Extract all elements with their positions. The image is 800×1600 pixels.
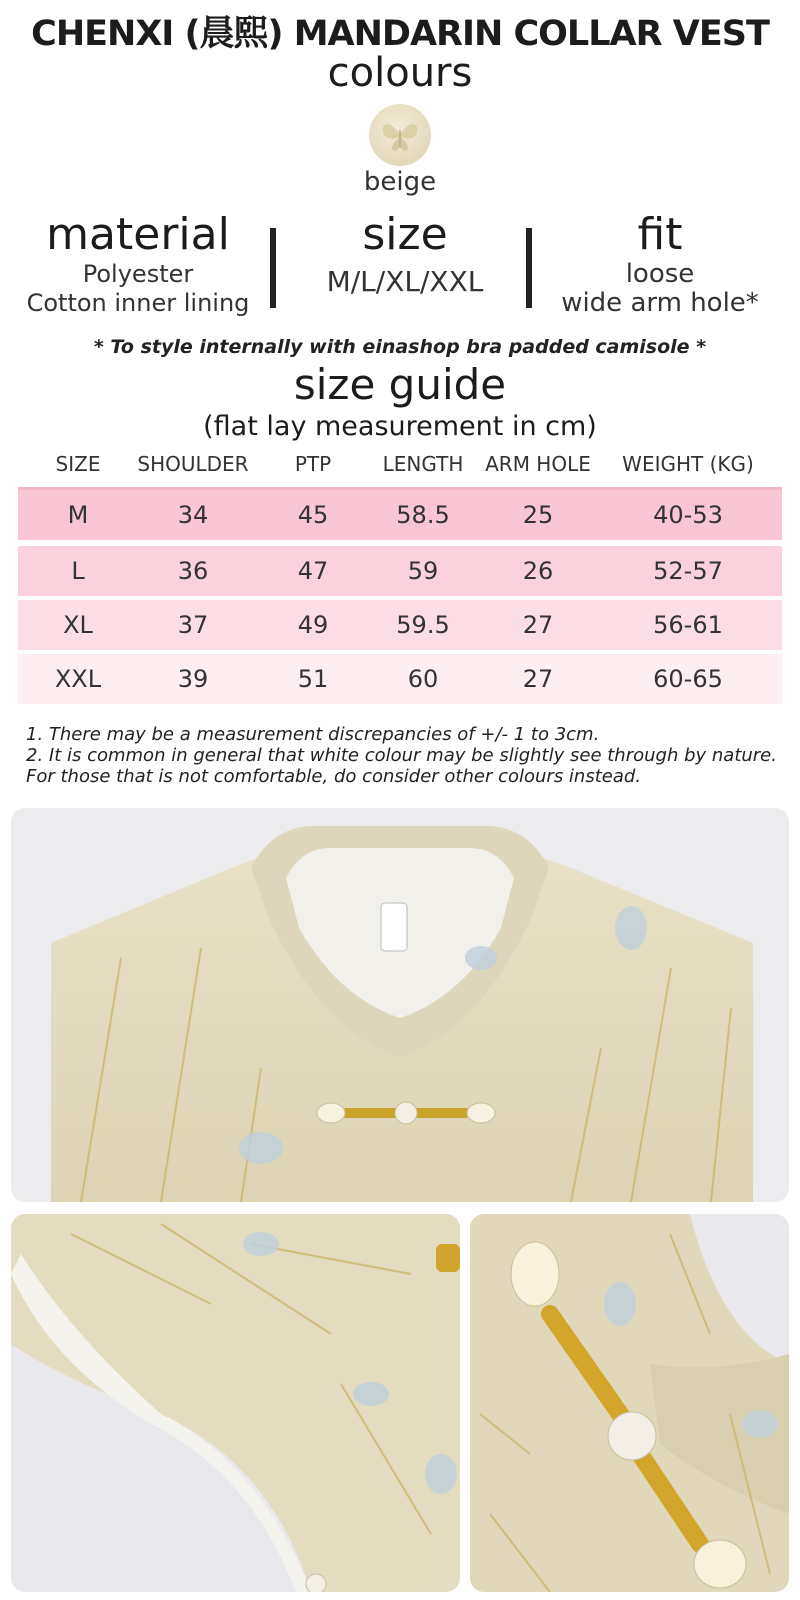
cell-size: M bbox=[67, 501, 89, 529]
size-guide-title: size guide bbox=[293, 360, 507, 409]
cell-shoulder: 36 bbox=[177, 557, 209, 585]
cell-length: 58.5 bbox=[396, 501, 450, 529]
fit-line-2: wide arm hole* bbox=[561, 288, 759, 318]
header-ptp: PTP bbox=[294, 452, 332, 476]
table-row bbox=[18, 654, 782, 704]
size-guide-subtitle: (flat lay measurement in cm) bbox=[203, 411, 597, 442]
disclaimer-2: 2. It is common in general that white colour may be slightly see through by nature. For those that is not comfortable, do consider other colours instead. bbox=[26, 745, 777, 787]
material-line-1: Polyester bbox=[82, 260, 194, 288]
cell-length: 59.5 bbox=[396, 611, 450, 639]
cell-ptp: 45 bbox=[297, 501, 329, 529]
table-row bbox=[18, 546, 782, 596]
butterfly-icon bbox=[369, 104, 431, 166]
cell-shoulder: 37 bbox=[177, 611, 209, 639]
colour-swatch-beige[interactable] bbox=[369, 104, 431, 166]
cell-size: L bbox=[71, 557, 85, 585]
material-block bbox=[8, 210, 268, 318]
cell-weight: 52-57 bbox=[653, 557, 723, 585]
header-weight: WEIGHT (KG) bbox=[622, 452, 754, 476]
header-arm-hole: ARM HOLE bbox=[485, 452, 591, 476]
cell-length: 59 bbox=[407, 557, 439, 585]
material-heading: material bbox=[46, 209, 230, 260]
header-size: SIZE bbox=[55, 452, 101, 476]
cell-ptp: 49 bbox=[297, 611, 329, 639]
frog-button-detail-photo bbox=[470, 1214, 789, 1592]
cell-size: XL bbox=[63, 611, 93, 639]
disclaimer-1: 1. There may be a measurement discrepancies of +/- 1 to 3cm. bbox=[26, 724, 600, 745]
material-line-2: Cotton inner lining bbox=[26, 289, 250, 317]
size-block bbox=[275, 210, 535, 304]
size-heading: size bbox=[362, 209, 448, 260]
size-line-1: M/L/XL/XXL bbox=[326, 265, 484, 298]
fit-line-1: loose bbox=[625, 259, 695, 289]
cell-arm-hole: 27 bbox=[522, 665, 554, 693]
cell-weight: 40-53 bbox=[653, 501, 723, 529]
cell-arm-hole: 27 bbox=[522, 611, 554, 639]
cell-arm-hole: 26 bbox=[522, 557, 554, 585]
front-collar-photo bbox=[11, 808, 789, 1202]
header-shoulder: SHOULDER bbox=[137, 452, 249, 476]
styling-note: * To style internally with einashop bra padded camisole * bbox=[93, 336, 707, 358]
table-row bbox=[18, 490, 782, 540]
colours-heading: colours bbox=[327, 50, 473, 96]
table-row bbox=[18, 600, 782, 650]
cell-weight: 56-61 bbox=[653, 611, 723, 639]
cell-ptp: 47 bbox=[297, 557, 329, 585]
fit-heading: fit bbox=[637, 209, 683, 260]
cell-length: 60 bbox=[407, 665, 439, 693]
header-length: LENGTH bbox=[382, 452, 464, 476]
cell-arm-hole: 25 bbox=[522, 501, 554, 529]
armhole-detail-photo bbox=[11, 1214, 460, 1592]
colour-label: beige bbox=[363, 167, 437, 197]
fit-block bbox=[530, 210, 790, 318]
cell-shoulder: 34 bbox=[177, 501, 209, 529]
size-table-header bbox=[18, 452, 782, 482]
cell-weight: 60-65 bbox=[653, 665, 723, 693]
cell-size: XXL bbox=[54, 665, 102, 693]
cell-shoulder: 39 bbox=[177, 665, 209, 693]
cell-ptp: 51 bbox=[297, 665, 329, 693]
product-title: CHENXI (晨熙) MANDARIN COLLAR VEST bbox=[31, 14, 769, 54]
